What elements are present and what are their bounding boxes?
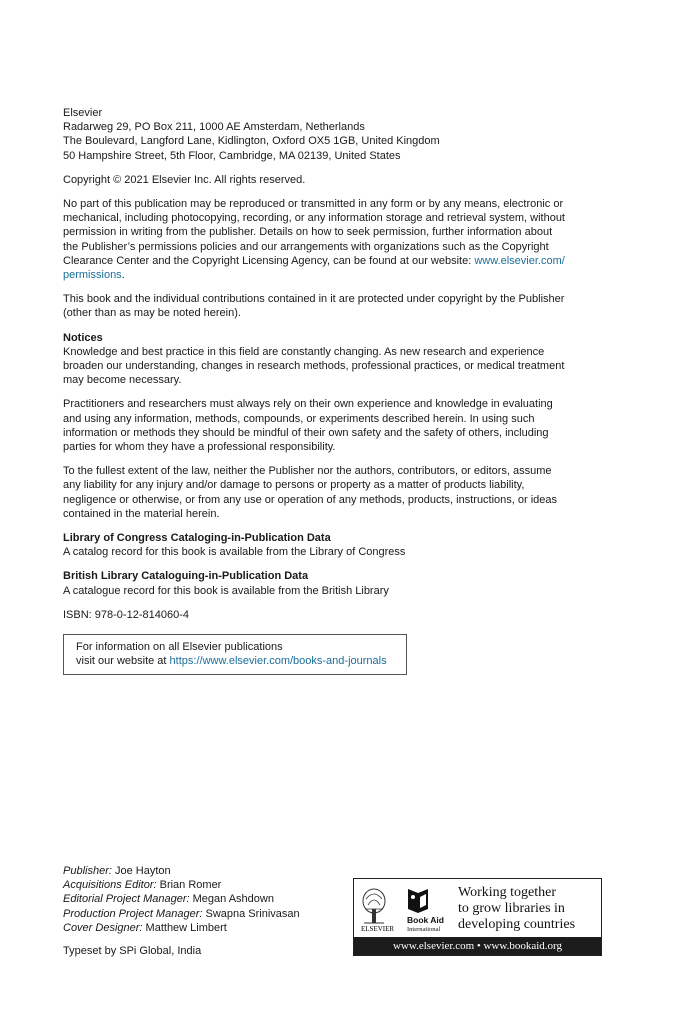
book-aid-international: International <box>407 926 441 933</box>
book-aid-footer-urls: www.elsevier.com • www.bookaid.org <box>354 937 601 955</box>
permissions-line <box>63 254 608 268</box>
notices-line: parties for whom they have a professional responsibility. <box>63 441 336 454</box>
permissions-line-text: Clearance Center and the Copyright Licensing Agency, can be found at our website: <box>63 254 475 267</box>
notices-line: negligence or otherwise, or from any use or operation of any methods, products, instructions, or ideas <box>63 493 558 506</box>
notices-line: and using any information, methods, compounds, or experiments described herein. In using such <box>63 412 535 425</box>
permissions-line: mechanical, including photocopying, recording, or any information storage and retrieval system, without <box>63 212 565 225</box>
permissions-line <box>63 268 608 282</box>
notices-line: any liability for any injury and/or damage to persons or property as a matter of products liability, <box>63 479 525 492</box>
permissions-line: the Publisher’s permissions policies and our arrangements with organizations such as the Copyright <box>63 240 549 253</box>
books-journals-link[interactable]: https://www.elsevier.com/books-and-journals <box>169 655 387 668</box>
credit-name: Brian Romer <box>159 879 222 892</box>
book-aid-wordmark: Book Aid <box>407 915 444 925</box>
credit-row <box>63 864 300 878</box>
copyright-page-body <box>63 106 608 675</box>
notices-line: Practitioners and researchers must always rely on their own experience and knowledge in evaluating <box>63 398 553 411</box>
info-box-line: For information on all Elsevier publications <box>76 641 283 654</box>
bl-text: A catalogue record for this book is available from the British Library <box>63 584 389 597</box>
info-box-line <box>76 654 406 668</box>
address-line: Radarweg 29, PO Box 211, 1000 AE Amsterdam, Netherlands <box>63 121 365 134</box>
book-aid-banner <box>353 878 602 956</box>
copyright-notice <box>63 173 608 187</box>
info-box <box>63 634 407 674</box>
loc-heading: Library of Congress Cataloging-in-Publication Data <box>63 532 331 545</box>
notices-line: Knowledge and best practice in this field are constantly changing. As new research and experience <box>63 345 545 358</box>
publisher-address <box>63 106 608 163</box>
permissions-paragraph <box>63 197 608 282</box>
credit-role: Editorial Project Manager: <box>63 893 190 906</box>
credit-role: Publisher: <box>63 865 112 877</box>
credit-row <box>63 907 300 921</box>
address-line: 50 Hampshire Street, 5th Floor, Cambridge, MA 02139, United States <box>63 149 401 162</box>
notices-line: information or methods they should be mindful of their own safety and the safety of others, including <box>63 426 549 439</box>
credit-row <box>63 878 300 892</box>
credit-role: Cover Designer: <box>63 921 143 934</box>
period: . <box>121 269 125 282</box>
credit-role: Production Project Manager: <box>63 907 203 920</box>
permissions-link[interactable]: www.elsevier.com/ <box>474 254 565 267</box>
slogan-line: Working together <box>458 885 557 900</box>
loc-text: A catalog record for this book is available from the Library of Congress <box>63 546 406 559</box>
credit-name: Joe Hayton <box>114 865 171 877</box>
permissions-link-continued[interactable]: permissions <box>63 269 122 282</box>
notices-line: To the fullest extent of the law, neither the Publisher nor the authors, contributors, or editors, assume <box>63 465 552 478</box>
elsevier-wordmark: ELSEVIER <box>361 925 395 933</box>
credit-name: Megan Ashdown <box>192 893 274 906</box>
notices-paragraph-2 <box>63 397 608 454</box>
info-box-prefix: visit our website at <box>76 655 170 668</box>
credit-name: Swapna Srinivasan <box>205 907 300 920</box>
slogan-line: developing countries <box>458 917 576 932</box>
bl-heading: British Library Cataloguing-in-Publication Data <box>63 570 309 583</box>
notices-heading: Notices <box>63 331 103 344</box>
protection-line: This book and the individual contributions contained in it are protected under copyright by the Publisher <box>63 293 565 306</box>
typeset-credit: Typeset by SPi Global, India <box>63 945 202 957</box>
protection-line: (other than as may be noted herein). <box>63 307 241 320</box>
protection-paragraph <box>63 292 608 320</box>
permissions-line: permission in writing from the publisher. Details on how to seek permission, further information about <box>63 226 553 239</box>
notices-section <box>63 331 608 388</box>
slogan-line: to grow libraries in <box>458 901 565 916</box>
credit-name: Matthew Limbert <box>145 921 227 934</box>
notices-paragraph-3 <box>63 464 608 521</box>
publisher-name: Elsevier <box>63 107 103 119</box>
loc-cip-section <box>63 531 608 559</box>
credit-row <box>63 921 300 935</box>
isbn <box>63 608 608 622</box>
credit-role: Acquisitions Editor: <box>63 879 157 892</box>
address-line: The Boulevard, Langford Lane, Kidlington, Oxford OX5 1GB, United Kingdom <box>63 135 440 148</box>
production-credits <box>63 864 300 935</box>
permissions-line: No part of this publication may be reproduced or transmitted in any form or by any means, electronic or <box>63 198 564 211</box>
notices-line: contained in the material herein. <box>63 507 220 520</box>
book-aid-slogan <box>458 885 598 933</box>
notices-line: may become necessary. <box>63 374 182 387</box>
notices-line: broaden our understanding, changes in research methods, professional practices, or medical treatment <box>63 360 565 373</box>
elsevier-tree-icon <box>363 889 385 923</box>
copyright-text: Copyright © 2021 Elsevier Inc. All rights reserved. <box>63 173 306 186</box>
credit-row <box>63 892 300 906</box>
book-aid-book-icon <box>408 889 428 913</box>
isbn-text: ISBN: 978-0-12-814060-4 <box>63 608 189 621</box>
elsevier-book-aid-logos <box>360 885 458 933</box>
bl-cip-section <box>63 569 608 597</box>
